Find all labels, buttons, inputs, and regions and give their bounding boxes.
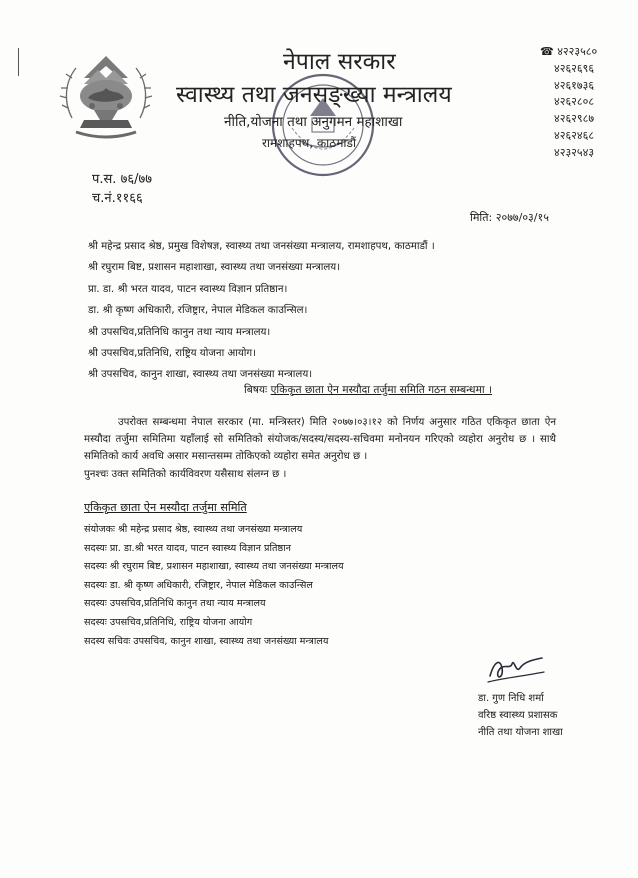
dispatch-number: च.नं.११६६ xyxy=(92,191,143,206)
page-edge-mark xyxy=(18,48,19,76)
header-government: नेपाल सरकार xyxy=(283,49,396,75)
handwritten-signature xyxy=(484,650,546,688)
phone-number: ☎ ४२२३५८० xyxy=(540,45,598,58)
phone-icon: ☎ xyxy=(540,45,554,58)
subject-text: एकिकृत छाता ऐन मस्यौदा तर्जुमा समिति गठन सम्बन्धमा । xyxy=(270,384,493,396)
committee-member: सदस्यः प्रा. डा.श्री भरत यादव, पाटन स्वास्थ्य विज्ञान प्रतिष्ठान xyxy=(84,542,291,554)
committee-member: सदस्यः उपसचिव,प्रतिनिधि, राष्ट्रिय योजना आयोग xyxy=(84,616,253,628)
header-division: नीति,योजना तथा अनुगमन महाशाखा xyxy=(224,114,403,130)
phone-number: ४२३२५४३ xyxy=(554,145,595,159)
body-paragraph: उपरोक्त सम्बन्धमा नेपाल सरकार (मा. मन्त्रिस्तर) मिति २०७७।०३।१२ को निर्णय अनुसार गठित एकिकृत छाता ऐन मस्यौदा तर्जुमा समितिमा यहाँलाई सो समितिको संयोजक/सदस्य/सदस्य-सचिवमा मनोनयन गरिएको व्यहोरा अनुरोध छ । साथै समितिको कार्य अवधि असार मसान्तसम्म तोकिएको व्यहोरा समेत अनुरोध छ । xyxy=(84,417,556,463)
signatory-name: डा. गुण निधि शर्मा xyxy=(478,693,544,704)
recipient-list xyxy=(88,236,435,386)
committee-title: एकिकृत छाता ऐन मस्यौदा तर्जुमा समिति xyxy=(84,501,247,514)
header-ministry: स्वास्थ्य तथा जनसङ्ख्या मन्त्रालय xyxy=(176,82,452,108)
phone-number: ४२६२६९६ xyxy=(554,61,595,75)
signatory-block xyxy=(478,690,563,741)
committee-member: सदस्यः श्री रघुराम बिष्ट, प्रशासन महाशाखा, स्वास्थ्य तथा जनसंख्या मन्त्रालय xyxy=(84,561,344,573)
phone-number: ४२६२४६८ xyxy=(554,128,595,142)
committee-member: संयोजकः श्री महेन्द्र प्रसाद श्रेष्ठ, स्वास्थ्य तथा जनसंख्या मन्त्रालय xyxy=(84,524,303,535)
phone-number: ४२६२८०८ xyxy=(554,95,595,109)
committee-member-list xyxy=(84,521,344,651)
subject-line xyxy=(244,383,492,397)
subject-label: बिषयः xyxy=(244,384,268,396)
nepal-emblem-icon xyxy=(54,48,158,144)
phone-list xyxy=(540,44,597,162)
postscript: पुनश्चः उक्त समितिको कार्यविवरण यसैसाथ संलग्न छ । xyxy=(84,468,287,480)
committee-member: सदस्यः उपसचिव,प्रतिनिधि कानुन तथा न्याय मन्त्रालय xyxy=(84,598,266,610)
recipient: प्रा. डा. श्री भरत यादव, पाटन स्वास्थ्य विज्ञान प्रतिष्ठान। xyxy=(88,283,288,295)
header-address: रामशाहपथ, काठमाडौं xyxy=(262,136,357,150)
recipient: श्री उपसचिव,प्रतिनिधि, राष्ट्रिय योजना आयोग। xyxy=(88,348,257,360)
reference-block xyxy=(92,170,152,208)
letter-date: मिति: २०७७/०३/१५ xyxy=(470,211,549,224)
recipient: श्री महेन्द्र प्रसाद श्रेष्ठ, प्रमुख विशेषज्ञ, स्वास्थ्य तथा जनसंख्या मन्त्रालय, रामशाहपथ, काठमाडौं । xyxy=(88,241,435,252)
signatory-office: नीति तथा योजना शाखा xyxy=(478,727,563,738)
letter-number: प.स. ७६/७७ xyxy=(92,172,152,187)
committee-member: सदस्यः डा. श्री कृष्ण अधिकारी, रजिष्ट्रार, नेपाल मेडिकल काउन्सिल xyxy=(84,579,313,591)
letter-body xyxy=(84,414,556,483)
recipient: डा. श्री कृष्ण अधिकारी, रजिष्ट्रार, नेपाल मेडिकल काउन्सिल। xyxy=(88,305,308,317)
recipient: श्री उपसचिव, कानुन शाखा, स्वास्थ्य तथा जनसंख्या मन्त्रालय। xyxy=(88,369,313,381)
committee-member: सदस्य सचिवः उपसचिव, कानुन शाखा, स्वास्थ्य तथा जनसंख्या मन्त्रालय xyxy=(84,635,329,647)
phone-number: ४२६२९८७ xyxy=(554,112,595,126)
phone-number: ४२६१७३६ xyxy=(554,78,595,92)
recipient: श्री उपसचिव,प्रतिनिधि कानुन तथा न्याय मन्त्रालय। xyxy=(88,326,271,338)
signatory-title: वरिष्ठ स्वास्थ्य प्रशासक xyxy=(478,710,558,721)
recipient: श्री रघुराम बिष्ट, प्रशासन महाशाखा, स्वास्थ्य तथा जनसंख्या मन्त्रालय। xyxy=(88,262,341,274)
